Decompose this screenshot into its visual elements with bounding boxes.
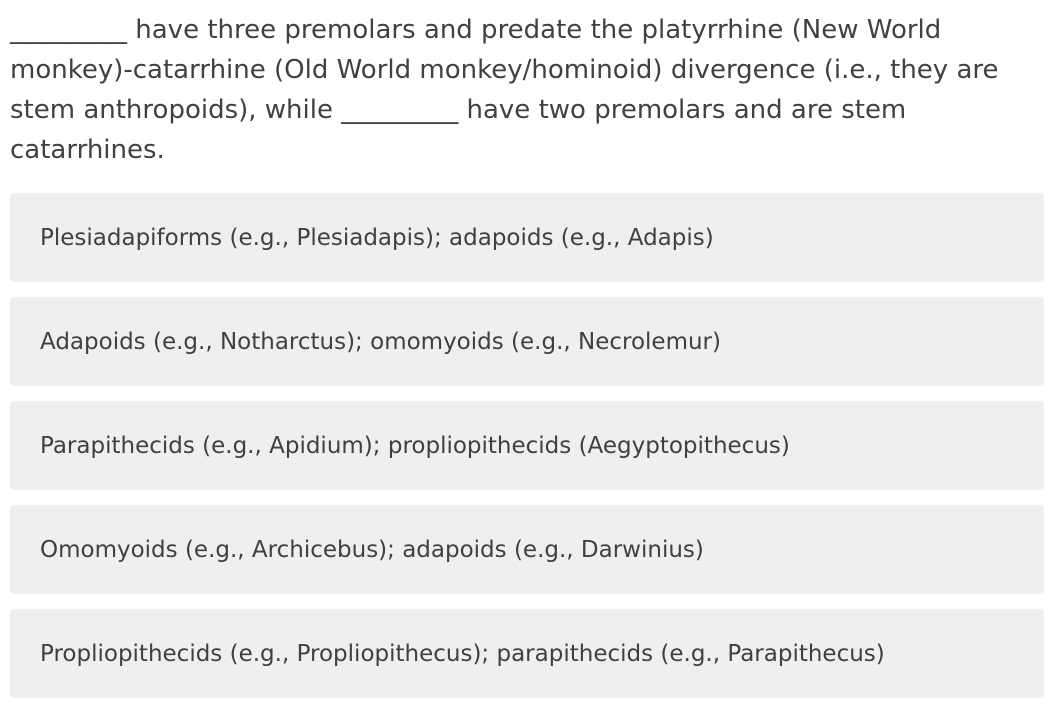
answer-option-label: Adapoids (e.g., Notharctus); omomyoids (e.g., Necrolemur) (40, 328, 721, 355)
answer-options (10, 193, 1044, 713)
answer-option-3[interactable] (10, 401, 1044, 490)
answer-option-label: Plesiadapiforms (e.g., Plesiadapis); adapoids (e.g., Adapis) (40, 224, 714, 251)
answer-option-2[interactable] (10, 297, 1044, 386)
answer-option-5[interactable] (10, 609, 1044, 698)
answer-option-label: Omomyoids (e.g., Archicebus); adapoids (e.g., Darwinius) (40, 536, 704, 563)
answer-option-4[interactable] (10, 505, 1044, 594)
answer-option-label: Propliopithecids (e.g., Propliopithecus); parapithecids (e.g., Parapithecus) (40, 640, 885, 667)
question-text: _________ have three premolars and predate the platyrrhine (New World monkey)-catarrhine (Old World monkey/hominoid) divergence (i.e., they are stem anthropoids), while _________ have two premolars and are stem catarrhines. (10, 15, 999, 165)
answer-option-1[interactable] (10, 193, 1044, 282)
answer-option-label: Parapithecids (e.g., Apidium); propliopithecids (Aegyptopithecus) (40, 432, 790, 459)
